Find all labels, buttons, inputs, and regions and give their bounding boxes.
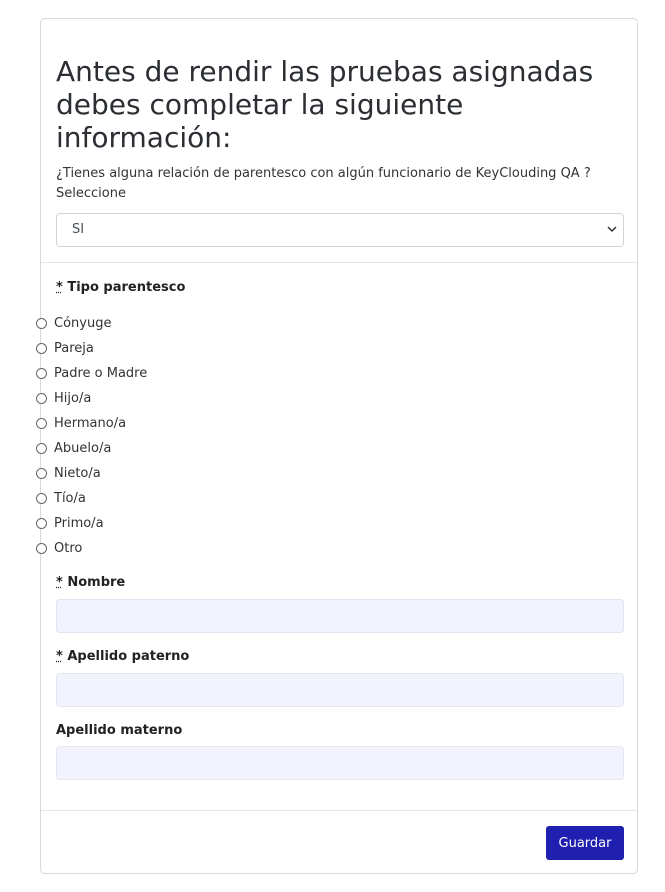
relationship-select[interactable] [56, 213, 624, 247]
tipo-parentesco-text: Tipo parentesco [67, 280, 186, 295]
radio-option-abuelo[interactable] [36, 438, 111, 458]
apellido-materno-label-text: Apellido materno [56, 723, 183, 738]
radio-button[interactable] [36, 368, 47, 379]
radio-option-otro[interactable] [36, 538, 82, 558]
apellido-paterno-input[interactable] [56, 673, 624, 707]
radio-label: Hijo/a [54, 390, 92, 406]
radio-option-padre-madre[interactable] [36, 363, 147, 383]
apellido-paterno-label-text: Apellido paterno [67, 649, 190, 664]
required-marker: * [56, 649, 63, 664]
required-marker: * [56, 280, 63, 295]
divider [41, 262, 637, 263]
form-card [40, 18, 638, 874]
tipo-parentesco-label [56, 280, 185, 295]
apellido-materno-input[interactable] [56, 746, 624, 780]
radio-button[interactable] [36, 493, 47, 504]
radio-label: Primo/a [54, 515, 104, 531]
radio-button[interactable] [36, 518, 47, 529]
radio-button[interactable] [36, 443, 47, 454]
apellido-paterno-label [56, 649, 189, 664]
radio-option-hermano[interactable] [36, 413, 126, 433]
nombre-input[interactable] [56, 599, 624, 633]
radio-option-pareja[interactable] [36, 338, 94, 358]
page-title: Antes de rendir las pruebas asignadas debes completar la siguiente información: [56, 55, 594, 154]
radio-label: Tío/a [54, 490, 86, 506]
radio-option-conyuge[interactable] [36, 313, 111, 333]
required-marker: * [56, 575, 63, 590]
radio-button[interactable] [36, 543, 47, 554]
nombre-label [56, 575, 125, 590]
radio-button[interactable] [36, 393, 47, 404]
radio-option-primo[interactable] [36, 513, 104, 533]
radio-label: Padre o Madre [54, 365, 148, 381]
chevron-down-icon [607, 214, 617, 259]
radio-button[interactable] [36, 343, 47, 354]
guardar-button[interactable]: Guardar [546, 826, 624, 860]
radio-label: Cónyuge [54, 315, 112, 331]
radio-label: Nieto/a [54, 465, 101, 481]
radio-label: Otro [54, 540, 83, 556]
radio-option-hijo[interactable] [36, 388, 91, 408]
nombre-label-text: Nombre [67, 575, 126, 590]
radio-button[interactable] [36, 468, 47, 479]
relationship-select-value: SI [72, 222, 85, 237]
radio-label: Hermano/a [54, 415, 127, 431]
apellido-materno-label [56, 723, 182, 738]
radio-label: Pareja [54, 340, 94, 356]
relationship-question: ¿Tienes alguna relación de parentesco con algún funcionario de KeyClouding QA ? Seleccione [56, 166, 591, 201]
radio-button[interactable] [36, 318, 47, 329]
radio-option-tio[interactable] [36, 488, 86, 508]
radio-label: Abuelo/a [54, 440, 112, 456]
footer-divider [41, 810, 637, 811]
radio-button[interactable] [36, 418, 47, 429]
radio-option-nieto[interactable] [36, 463, 101, 483]
